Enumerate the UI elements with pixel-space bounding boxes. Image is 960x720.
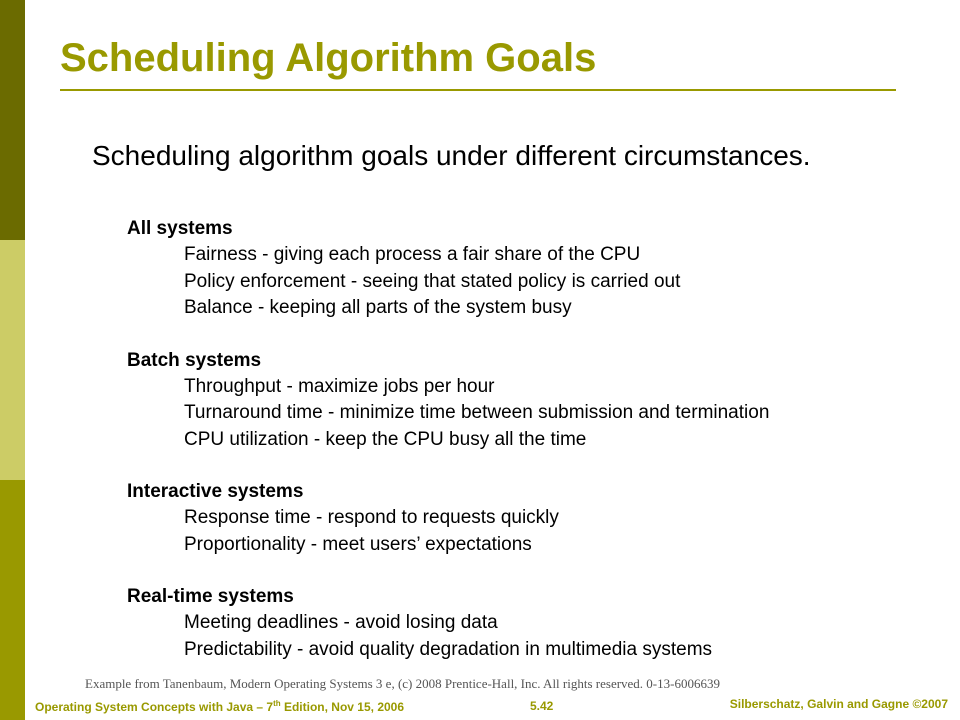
section-real-time-systems (127, 584, 927, 663)
footer-book-sup: th (273, 699, 281, 708)
goal-item: Fairness - giving each process a fair share of the CPU (184, 244, 641, 265)
section-interactive-systems (127, 479, 927, 558)
section-heading: Real-time systems (127, 586, 294, 607)
sidebar-segment-light (0, 240, 25, 480)
goal-item: Policy enforcement - seeing that stated policy is carried out (184, 270, 681, 292)
source-credit: Example from Tanenbaum, Modern Operating Systems 3 e, (c) 2008 Prentice-Hall, Inc. All rights reserved. 0-13-6006639 (85, 676, 720, 691)
goal-item: Throughput - maximize jobs per hour (184, 375, 495, 397)
goals-list (127, 216, 927, 689)
slide-sidebar (0, 0, 25, 720)
slide-title: Scheduling Algorithm Goals (60, 36, 597, 80)
goal-item: Proportionality - meet users’ expectations (184, 533, 532, 555)
section-heading: Batch systems (127, 349, 262, 371)
section-batch-systems (127, 348, 927, 454)
goal-item: CPU utilization - keep the CPU busy all the time (184, 428, 587, 450)
title-underline (60, 89, 896, 91)
footer-book-title (35, 699, 404, 714)
footer-copyright: Silberschatz, Galvin and Gagne ©2007 (729, 697, 948, 711)
sidebar-segment-olive (0, 480, 25, 720)
goal-item: Turnaround time - minimize time between submission and termination (184, 402, 770, 423)
section-heading: All systems (127, 218, 233, 239)
section-heading: Interactive systems (127, 481, 304, 502)
footer-book-suffix: Edition, Nov 15, 2006 (280, 700, 405, 714)
goal-item: Response time - respond to requests quickly (184, 507, 559, 528)
goal-item: Meeting deadlines - avoid losing data (184, 612, 498, 633)
slide-subtitle: Scheduling algorithm goals under different circumstances. (92, 140, 811, 171)
sidebar-segment-dark (0, 0, 25, 240)
section-all-systems (127, 216, 927, 322)
footer-page-number: 5.42 (530, 699, 554, 713)
footer-book-prefix: Operating System Concepts with Java – 7 (35, 700, 274, 714)
goal-item: Balance - keeping all parts of the system busy (184, 297, 572, 318)
goal-item: Predictability - avoid quality degradation in multimedia systems (184, 638, 713, 660)
